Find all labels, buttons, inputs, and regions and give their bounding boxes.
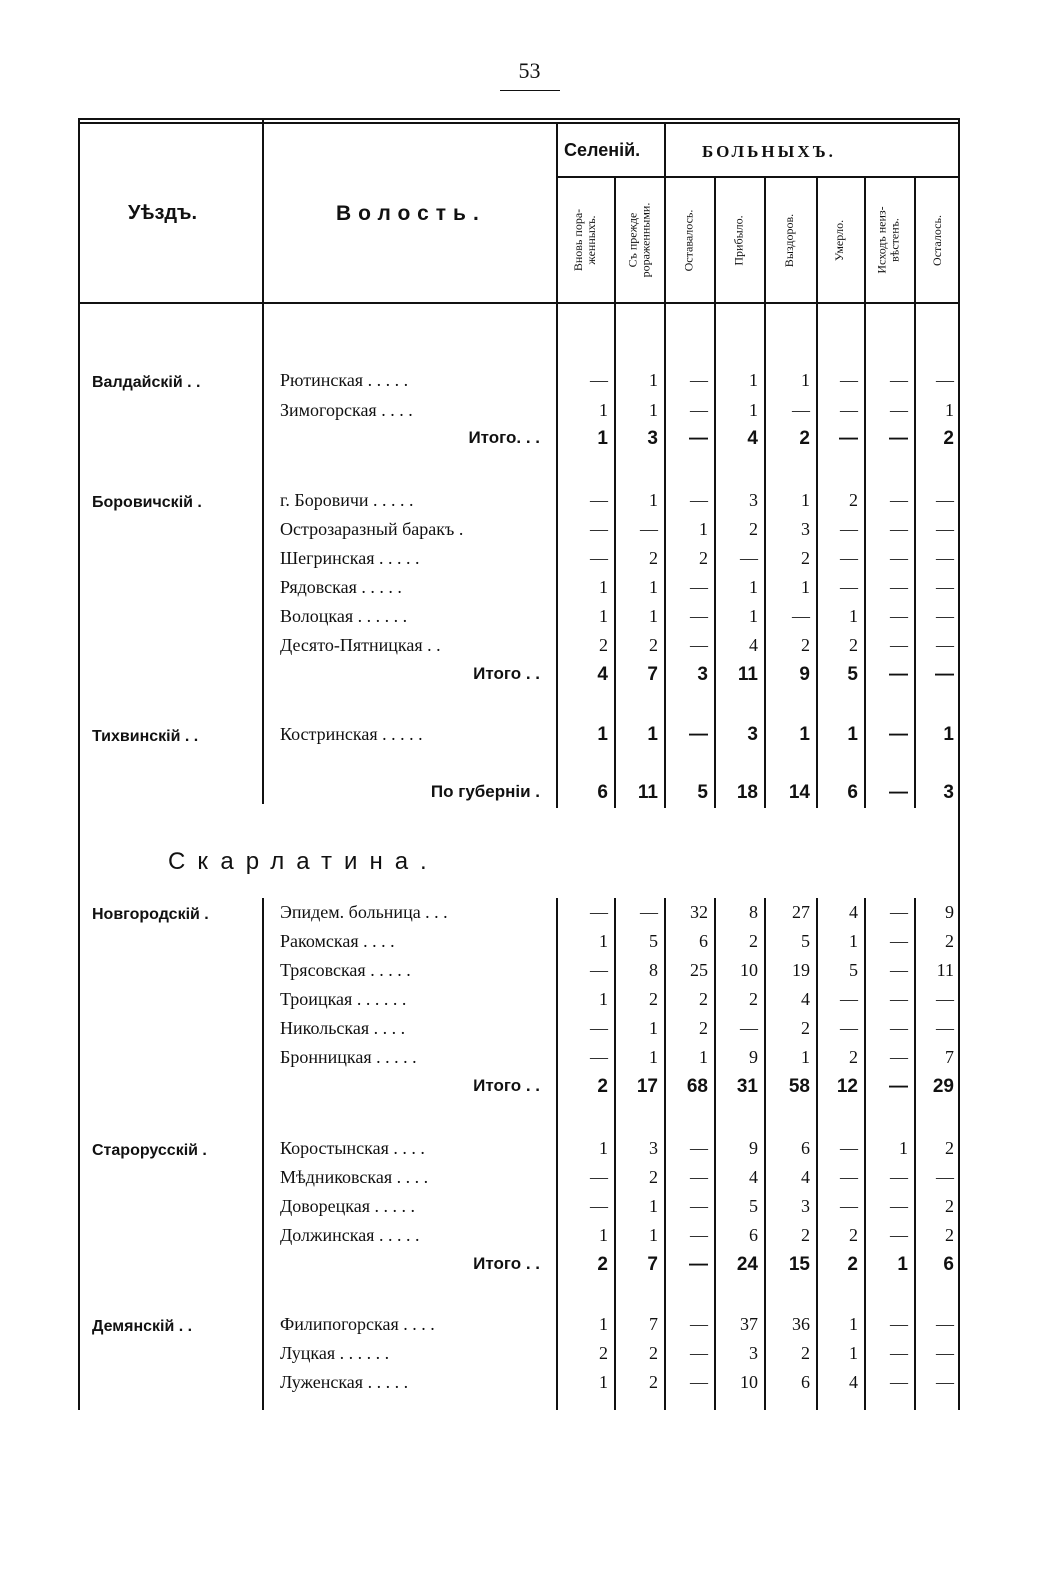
value-cell: —	[936, 1314, 954, 1334]
value-cell: —	[690, 490, 708, 510]
value-cell: 1	[649, 1196, 658, 1216]
value-cell: —	[890, 635, 908, 655]
total-label: Итого. . .	[468, 428, 540, 447]
value-cell: —	[890, 400, 908, 420]
table-row	[78, 1016, 960, 1044]
value-cell: 2	[945, 1196, 954, 1216]
value-cell: 4	[749, 635, 758, 655]
volost-name: Доворецкая . . . . .	[280, 1196, 416, 1216]
value-cell: 9	[945, 902, 954, 922]
value-cell: —	[840, 1018, 858, 1038]
value-cell: 9	[749, 1047, 758, 1067]
value-cell: —	[740, 548, 758, 568]
value-cell: —	[840, 400, 858, 420]
value-cell: 2	[799, 428, 810, 449]
value-cell: 1	[599, 577, 608, 597]
value-cell: 1	[649, 1047, 658, 1067]
value-cell: 2	[801, 1343, 810, 1363]
value-cell: —	[740, 1018, 758, 1038]
value-cell: 1	[649, 606, 658, 626]
value-cell: 5	[649, 931, 658, 951]
value-cell: —	[690, 1138, 708, 1158]
value-cell: 2	[849, 490, 858, 510]
value-cell: 1	[749, 577, 758, 597]
header-uezd: Уѣздъ.	[128, 202, 198, 224]
volost-name: Бронницкая . . . . .	[280, 1047, 417, 1067]
value-cell: 1	[897, 1254, 908, 1275]
value-cell: 1	[699, 519, 708, 539]
table-row	[78, 517, 960, 545]
value-cell: 11	[737, 664, 758, 685]
header-col-2: Съ прежде pораженными.	[625, 202, 652, 278]
value-cell: —	[590, 1018, 608, 1038]
value-cell: 3	[647, 428, 658, 449]
value-cell: —	[690, 1167, 708, 1187]
table-row	[78, 546, 960, 574]
value-cell: —	[840, 519, 858, 539]
volost-name: Эпидем. больница . . .	[280, 902, 448, 922]
value-cell: 2	[599, 1343, 608, 1363]
value-cell: 37	[740, 1314, 758, 1334]
value-cell: —	[936, 635, 954, 655]
volost-name: Шегринская . . . . .	[280, 548, 420, 568]
value-cell: —	[840, 370, 858, 390]
volost-name: г. Боровичи . . . . .	[280, 490, 414, 510]
value-cell: —	[936, 606, 954, 626]
value-cell: 2	[801, 1225, 810, 1245]
header-col-1: Вновь пора- женныхъ.	[571, 208, 598, 272]
value-cell: 4	[801, 1167, 810, 1187]
header-bolnyh: БОЛЬНЫХЪ.	[702, 142, 836, 161]
volost-name: Луцкая . . . . . .	[280, 1343, 390, 1363]
value-cell: 4	[597, 664, 608, 685]
total-row	[78, 780, 960, 808]
value-cell: 2	[801, 548, 810, 568]
volost-name: Десято-Пятницкая . .	[280, 635, 441, 655]
value-cell: 2	[849, 1225, 858, 1245]
value-cell: 2	[649, 989, 658, 1009]
uezd-name: Валдайскій . .	[92, 374, 201, 391]
total-row	[78, 1074, 960, 1102]
value-cell: 1	[597, 724, 608, 745]
header-col-6: Умерло.	[832, 219, 847, 261]
value-cell: —	[890, 1047, 908, 1067]
value-cell: 1	[799, 724, 810, 745]
volost-name: Костринская . . . . .	[280, 724, 423, 744]
volost-name: Мѣдниковская . . . .	[280, 1167, 429, 1187]
value-cell: 29	[932, 1076, 954, 1097]
value-cell: —	[889, 782, 908, 803]
value-cell: —	[936, 1343, 954, 1363]
value-cell: —	[590, 548, 608, 568]
value-cell: 2	[699, 989, 708, 1009]
table-row	[78, 604, 960, 632]
value-cell: 58	[788, 1076, 810, 1097]
value-cell: 1	[649, 400, 658, 420]
header-col-8: Осталось.	[929, 214, 944, 266]
value-cell: —	[640, 902, 658, 922]
value-cell: 2	[649, 1372, 658, 1392]
value-cell: 3	[801, 519, 810, 539]
value-cell: 1	[599, 1372, 608, 1392]
header-volost: Волость.	[336, 202, 486, 225]
table-row	[78, 488, 960, 516]
total-label: Итого . .	[473, 1076, 540, 1095]
value-cell: 1	[801, 490, 810, 510]
value-cell: 2	[945, 931, 954, 951]
value-cell: —	[890, 1372, 908, 1392]
value-cell: —	[840, 1138, 858, 1158]
value-cell: 18	[736, 782, 758, 803]
value-cell: —	[792, 400, 810, 420]
value-cell: 1	[847, 724, 858, 745]
value-cell: —	[890, 902, 908, 922]
volost-name: Трясовская . . . . .	[280, 960, 411, 980]
value-cell: —	[590, 902, 608, 922]
value-cell: 2	[699, 1018, 708, 1038]
value-cell: —	[690, 1343, 708, 1363]
value-cell: 3	[649, 1138, 658, 1158]
table-row	[78, 900, 960, 928]
value-cell: 4	[849, 902, 858, 922]
value-cell: —	[590, 490, 608, 510]
value-cell: —	[690, 577, 708, 597]
value-cell: 1	[749, 370, 758, 390]
value-cell: 2	[597, 1076, 608, 1097]
value-cell: —	[890, 1314, 908, 1334]
value-cell: 5	[697, 782, 708, 803]
value-cell: 2	[599, 635, 608, 655]
value-cell: 36	[792, 1314, 810, 1334]
value-cell: —	[890, 606, 908, 626]
value-cell: —	[936, 548, 954, 568]
section-title: Скарлатина.	[168, 848, 439, 875]
value-cell: 1	[599, 606, 608, 626]
volost-name: Рядовская . . . . .	[280, 577, 402, 597]
value-cell: —	[936, 989, 954, 1009]
value-cell: 6	[801, 1372, 810, 1392]
value-cell: 32	[690, 902, 708, 922]
value-cell: —	[590, 370, 608, 390]
table-row	[78, 1165, 960, 1193]
value-cell: 4	[749, 1167, 758, 1187]
value-cell: —	[690, 635, 708, 655]
value-cell: 6	[801, 1138, 810, 1158]
volost-name: Никольская . . . .	[280, 1018, 406, 1038]
value-cell: 2	[945, 1225, 954, 1245]
value-cell: 5	[847, 664, 858, 685]
value-cell: 3	[943, 782, 954, 803]
value-cell: —	[890, 577, 908, 597]
volost-name: Луженская . . . . .	[280, 1372, 409, 1392]
value-cell: —	[890, 1225, 908, 1245]
value-cell: 1	[649, 1225, 658, 1245]
value-cell: 4	[849, 1372, 858, 1392]
value-cell: —	[590, 960, 608, 980]
uezd-name: Старорусскій .	[92, 1142, 207, 1159]
value-cell: —	[889, 724, 908, 745]
value-cell: 2	[649, 548, 658, 568]
value-cell: 1	[599, 931, 608, 951]
value-cell: 6	[847, 782, 858, 803]
value-cell: 1	[801, 370, 810, 390]
value-cell: —	[936, 490, 954, 510]
value-cell: 1	[699, 1047, 708, 1067]
value-cell: —	[936, 577, 954, 597]
value-cell: 1	[599, 1138, 608, 1158]
table-row	[78, 368, 960, 396]
value-cell: 24	[736, 1254, 758, 1275]
value-cell: —	[839, 428, 858, 449]
value-cell: 10	[740, 960, 758, 980]
table-row	[78, 929, 960, 957]
value-cell: 19	[792, 960, 810, 980]
value-cell: —	[889, 428, 908, 449]
value-cell: 7	[945, 1047, 954, 1067]
value-cell: 8	[649, 960, 658, 980]
volost-name: Ракомская . . . .	[280, 931, 395, 951]
volost-name: Острозаразный баракъ .	[280, 519, 464, 539]
value-cell: 25	[690, 960, 708, 980]
value-cell: 1	[649, 490, 658, 510]
volost-name: Рютинская . . . . .	[280, 370, 409, 390]
value-cell: 2	[649, 635, 658, 655]
value-cell: —	[689, 724, 708, 745]
value-cell: 1	[849, 931, 858, 951]
value-cell: 2	[945, 1138, 954, 1158]
value-cell: 3	[747, 724, 758, 745]
table-row	[78, 1194, 960, 1222]
total-row	[78, 662, 960, 690]
value-cell: —	[936, 1167, 954, 1187]
value-cell: 2	[749, 931, 758, 951]
total-row	[78, 1252, 960, 1280]
value-cell: 6	[943, 1254, 954, 1275]
value-cell: 5	[801, 931, 810, 951]
value-cell: 1	[599, 1314, 608, 1334]
value-cell: 7	[647, 664, 658, 685]
value-cell: —	[840, 1167, 858, 1187]
table-row	[78, 1341, 960, 1369]
value-cell: 11	[637, 782, 658, 803]
volost-name: Должинская . . . . .	[280, 1225, 420, 1245]
value-cell: 3	[801, 1196, 810, 1216]
value-cell: 1	[849, 1343, 858, 1363]
value-cell: —	[690, 1196, 708, 1216]
value-cell: —	[690, 1314, 708, 1334]
value-cell: —	[689, 428, 708, 449]
value-cell: 4	[801, 989, 810, 1009]
table-row	[78, 1045, 960, 1073]
value-cell: —	[890, 1196, 908, 1216]
value-cell: —	[890, 548, 908, 568]
value-cell: 7	[649, 1314, 658, 1334]
value-cell: 2	[597, 1254, 608, 1275]
value-cell: 17	[636, 1076, 658, 1097]
value-cell: 12	[836, 1076, 858, 1097]
value-cell: 1	[649, 577, 658, 597]
table-row	[78, 1312, 960, 1340]
value-cell: 8	[749, 902, 758, 922]
table-row	[78, 958, 960, 986]
table-row	[78, 1370, 960, 1398]
value-cell: 5	[849, 960, 858, 980]
total-label: Итого . .	[473, 664, 540, 683]
uezd-name: Новгородскій .	[92, 906, 209, 923]
value-cell: 1	[599, 989, 608, 1009]
value-cell: 1	[943, 724, 954, 745]
value-cell: —	[590, 1167, 608, 1187]
value-cell: 1	[647, 724, 658, 745]
value-cell: 2	[699, 548, 708, 568]
volost-name: Зимогорская . . . .	[280, 400, 413, 420]
value-cell: 9	[749, 1138, 758, 1158]
value-cell: —	[890, 1018, 908, 1038]
value-cell: 1	[801, 577, 810, 597]
value-cell: —	[890, 931, 908, 951]
value-cell: —	[840, 1196, 858, 1216]
table-row	[78, 633, 960, 661]
volost-name: Коростынская . . . .	[280, 1138, 425, 1158]
value-cell: 1	[599, 400, 608, 420]
value-cell: 2	[749, 989, 758, 1009]
value-cell: —	[936, 370, 954, 390]
statistics-table	[78, 118, 960, 1410]
value-cell: 1	[749, 606, 758, 626]
value-cell: —	[690, 370, 708, 390]
value-cell: 1	[945, 400, 954, 420]
value-cell: —	[890, 490, 908, 510]
value-cell: —	[690, 1372, 708, 1392]
header-col-4: Прибыло.	[731, 214, 746, 266]
value-cell: —	[890, 960, 908, 980]
volost-name: Волоцкая . . . . . .	[280, 606, 408, 626]
value-cell: —	[936, 1018, 954, 1038]
value-cell: —	[792, 606, 810, 626]
header-col-5: Выздоров.	[782, 213, 797, 267]
page-number: 53	[0, 58, 1059, 91]
value-cell: 1	[599, 1225, 608, 1245]
header-seleniy: Селеній.	[564, 140, 641, 160]
value-cell: 3	[697, 664, 708, 685]
value-cell: 1	[649, 370, 658, 390]
value-cell: 31	[736, 1076, 758, 1097]
table-row	[78, 987, 960, 1015]
value-cell: 15	[788, 1254, 810, 1275]
value-cell: 2	[649, 1167, 658, 1187]
value-cell: 3	[749, 490, 758, 510]
value-cell: 4	[747, 428, 758, 449]
header-col-3: Оставалось.	[681, 209, 696, 271]
value-cell: 6	[699, 931, 708, 951]
value-cell: 2	[649, 1343, 658, 1363]
value-cell: 1	[801, 1047, 810, 1067]
value-cell: 1	[849, 606, 858, 626]
total-row	[78, 426, 960, 454]
total-label: Итого . .	[473, 1254, 540, 1273]
value-cell: —	[840, 577, 858, 597]
value-cell: —	[889, 1076, 908, 1097]
table-row	[78, 1136, 960, 1164]
value-cell: 1	[597, 428, 608, 449]
value-cell: 1	[649, 1018, 658, 1038]
value-cell: 2	[849, 1047, 858, 1067]
value-cell: —	[690, 1225, 708, 1245]
value-cell: —	[840, 548, 858, 568]
table-row	[78, 575, 960, 603]
value-cell: —	[590, 1047, 608, 1067]
value-cell: —	[935, 664, 954, 685]
value-cell: 7	[647, 1254, 658, 1275]
value-cell: 9	[799, 664, 810, 685]
total-label: По губерніи .	[430, 782, 540, 801]
value-cell: 27	[792, 902, 810, 922]
uezd-name: Демянскій . .	[92, 1318, 193, 1335]
uezd-name: Боровичскій .	[92, 494, 202, 511]
value-cell: 10	[740, 1372, 758, 1392]
value-cell: —	[936, 519, 954, 539]
value-cell: —	[890, 370, 908, 390]
value-cell: 11	[936, 960, 954, 980]
value-cell: 2	[943, 428, 954, 449]
volost-name: Троицкая . . . . . .	[280, 989, 407, 1009]
value-cell: 1	[899, 1138, 908, 1158]
table-row	[78, 398, 960, 426]
value-cell: 2	[849, 635, 858, 655]
value-cell: —	[640, 519, 658, 539]
value-cell: —	[840, 989, 858, 1009]
value-cell: 2	[847, 1254, 858, 1275]
uezd-name: Тихвинскій . .	[92, 728, 199, 745]
value-cell: —	[689, 1254, 708, 1275]
header-col-7: Исходъ неиз- вѣстенъ.	[875, 206, 902, 274]
value-cell: —	[936, 1372, 954, 1392]
value-cell: —	[890, 1167, 908, 1187]
value-cell: —	[889, 664, 908, 685]
value-cell: —	[890, 1343, 908, 1363]
value-cell: 3	[749, 1343, 758, 1363]
value-cell: 6	[597, 782, 608, 803]
value-cell: —	[590, 519, 608, 539]
value-cell: 14	[788, 782, 810, 803]
value-cell: —	[890, 519, 908, 539]
value-cell: —	[690, 400, 708, 420]
value-cell: 5	[749, 1196, 758, 1216]
value-cell: 1	[849, 1314, 858, 1334]
value-cell: —	[890, 989, 908, 1009]
table-row	[78, 1223, 960, 1251]
value-cell: 2	[749, 519, 758, 539]
value-cell: —	[590, 1196, 608, 1216]
value-cell: 2	[801, 1018, 810, 1038]
value-cell: 6	[749, 1225, 758, 1245]
value-cell: 1	[749, 400, 758, 420]
value-cell: 2	[801, 635, 810, 655]
volost-name: Филипогорская . . . .	[280, 1314, 435, 1334]
value-cell: 68	[686, 1076, 708, 1097]
table-row	[78, 722, 960, 750]
value-cell: —	[690, 606, 708, 626]
